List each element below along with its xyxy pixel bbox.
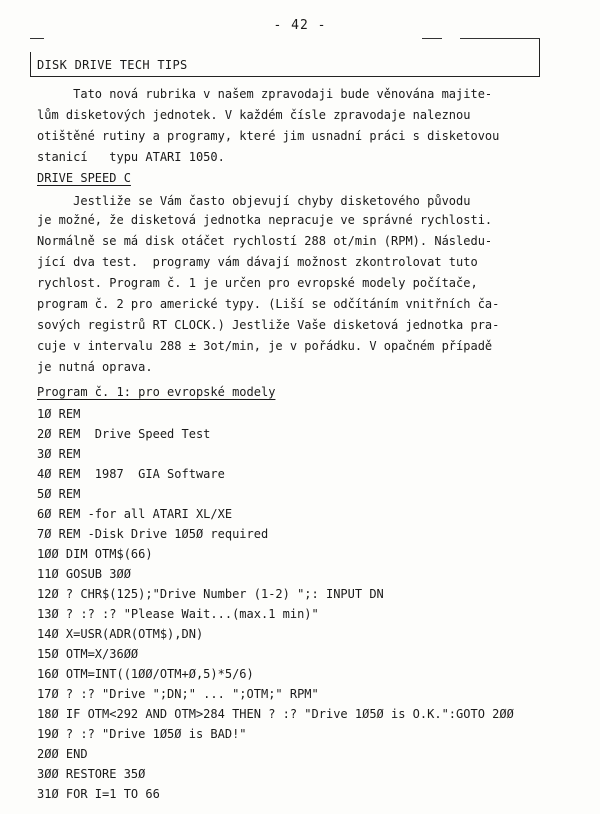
frame-top-dash	[30, 38, 44, 39]
code-line: 14Ø X=USR(ADR(OTM$),DN)	[37, 627, 204, 641]
code-line: 11Ø GOSUB 3ØØ	[37, 567, 131, 581]
code-line: 13Ø ? :? :? "Please Wait...(max.1 min)"	[37, 607, 319, 621]
body-line: program č. 2 pro americké typy. (Liší se odčítáním vnitřních ča-	[37, 297, 500, 311]
frame-top-dash	[460, 38, 540, 39]
program-heading: Program č. 1: pro evropské modely	[37, 385, 276, 399]
frame-right-edge	[539, 38, 540, 76]
code-line: 5Ø REM	[37, 487, 81, 501]
code-line: 12Ø ? CHR$(125);"Drive Number (1-2) ";: INPUT DN	[37, 587, 384, 601]
frame-left-edge	[30, 52, 31, 76]
body-line: jící dva test. programy vám dávají možnost zkontrolovat tuto	[37, 255, 478, 269]
body-line: Jestliže se Vám často objevují chyby disketového původu	[37, 194, 471, 208]
body-line: rychlost. Program č. 1 je určen pro evropské modely počítače,	[37, 276, 478, 290]
code-line: 18Ø IF OTM<292 AND OTM>284 THEN ? :? "Drive 1Ø5Ø is O.K.":GOTO 2ØØ	[37, 707, 514, 721]
intro-line: Tato nová rubrika v našem zpravodaji bude věnována majite-	[37, 87, 493, 101]
code-line: 6Ø REM -for all ATARI XL/XE	[37, 507, 233, 521]
body-line: je nutná oprava.	[37, 360, 153, 374]
code-line: 31Ø FOR I=1 TO 66	[37, 787, 160, 801]
code-line: 7Ø REM -Disk Drive 1Ø5Ø required	[37, 527, 269, 541]
code-line: 19Ø ? :? "Drive 1Ø5Ø is BAD!"	[37, 727, 247, 741]
body-line: je možné, že disketová jednotka nepracuje ve správné rychlosti.	[37, 213, 493, 227]
code-line: 17Ø ? :? "Drive ";DN;" ... ";OTM;" RPM"	[37, 687, 319, 701]
code-line: 3ØØ RESTORE 35Ø	[37, 767, 146, 781]
code-line: 3Ø REM	[37, 447, 81, 461]
intro-line: lům disketových jednotek. V každém čísle zpravodaje naleznou	[37, 108, 471, 122]
body-line: cuje v intervalu 288 ± 3ot/min, je v pořádku. V opačném případě	[37, 339, 493, 353]
code-line: 4Ø REM 1987 GIA Software	[37, 467, 225, 481]
section-title: DISK DRIVE TECH TIPS	[37, 58, 188, 72]
body-line: sových registrů RT CLOCK.) Jestliže Vaše disketová jednotka pra-	[37, 318, 500, 332]
code-line: 2Ø REM Drive Speed Test	[37, 427, 211, 441]
code-line: 1ØØ DIM OTM$(66)	[37, 547, 153, 561]
body-line: Normálně se má disk otáčet rychlostí 288 ot/min (RPM). Následu-	[37, 234, 493, 248]
code-line: 16Ø OTM=INT((1ØØ/OTM+Ø,5)*5/6)	[37, 667, 254, 681]
code-line: 1Ø REM	[37, 407, 81, 421]
code-line: 15Ø OTM=X/36ØØ	[37, 647, 139, 661]
frame-top-dash	[422, 38, 442, 39]
subheading: DRIVE SPEED C	[37, 171, 131, 185]
intro-line: otištěné rutiny a programy, které jim usnadní práci s disketovou	[37, 129, 500, 143]
page-number: - 42 -	[273, 18, 327, 33]
intro-line: stanicí typu ATARI 1050.	[37, 150, 225, 164]
code-line: 2ØØ END	[37, 747, 88, 761]
